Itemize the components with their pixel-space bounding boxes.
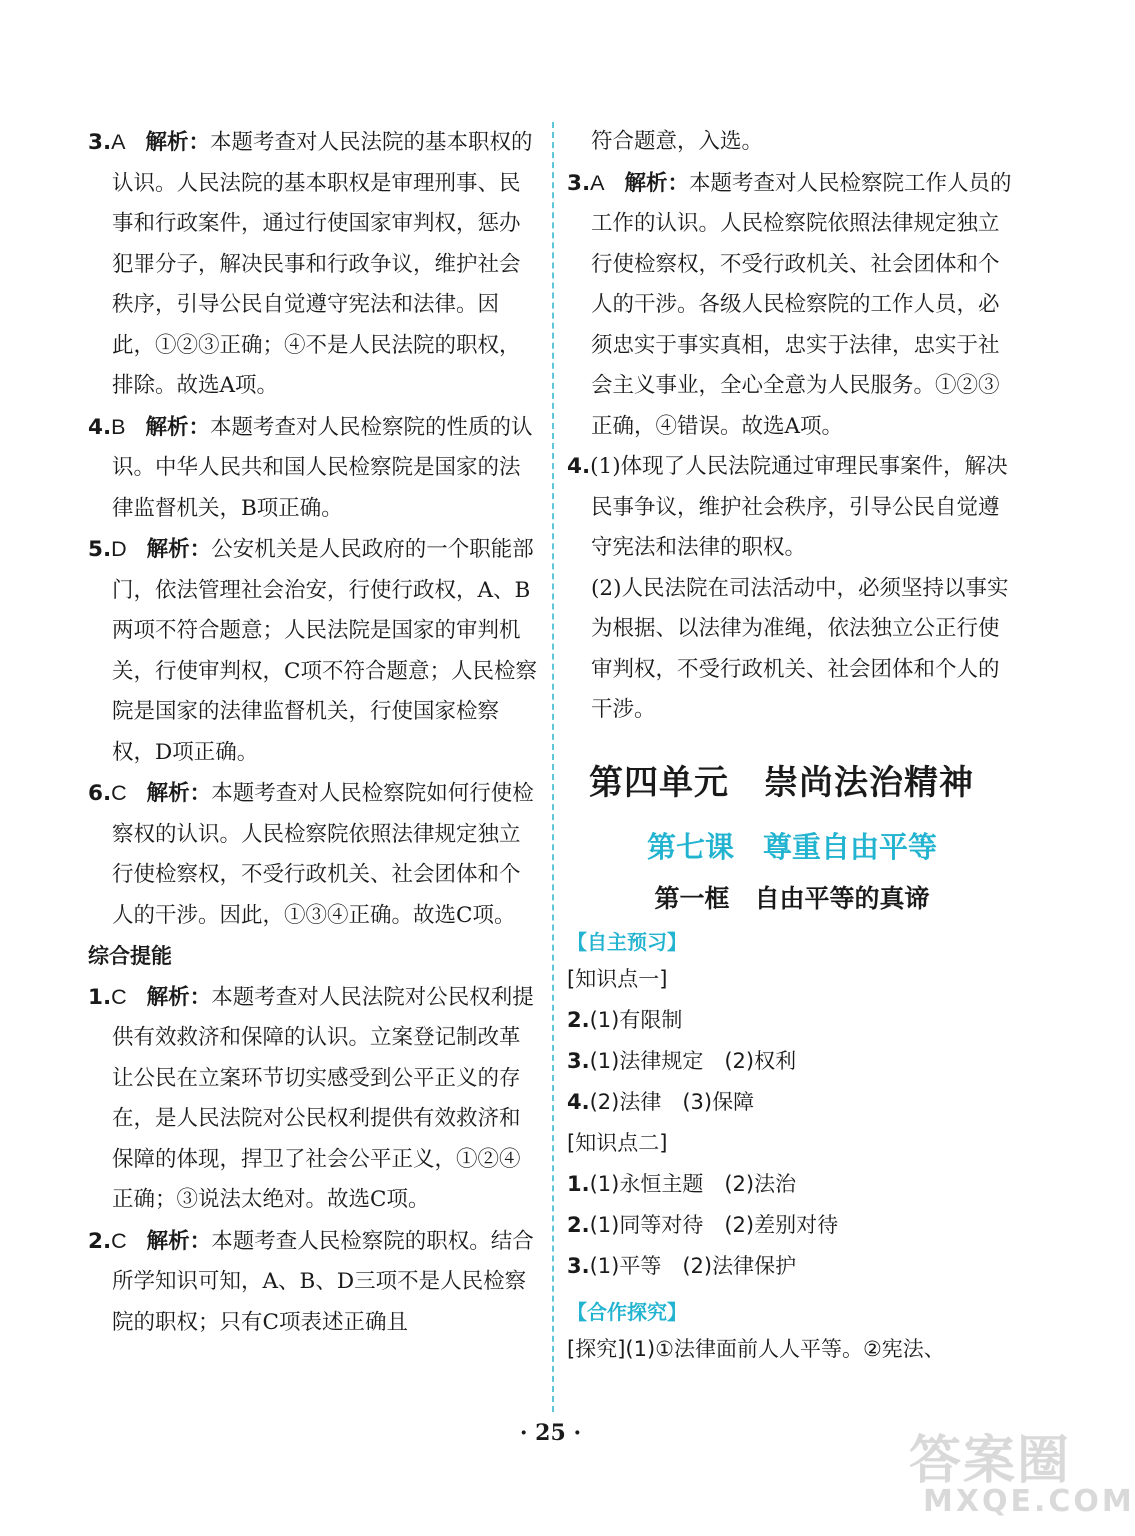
kp2-line-2 — [567, 1205, 1017, 1246]
kp1-line-2 — [567, 1041, 1017, 1082]
answer-item-z4 — [567, 447, 1017, 569]
answer-item-3 — [88, 122, 538, 407]
item-answer: C — [111, 781, 127, 805]
kp1-line-3 — [567, 1082, 1017, 1123]
line-number: 3. — [567, 1048, 590, 1073]
answer-item-z4-part2: (2)人民法院在司法活动中，必须坚持以事实为根据、以法律为准绳，依法独立公正行使审判权，不受行政机关、社会团体和个人的干涉。 — [591, 575, 1009, 722]
line-text: (1)有限制 — [589, 1007, 683, 1032]
knowledge-point-2: [知识点二] — [567, 1130, 668, 1155]
kp2-line-1 — [567, 1164, 1017, 1205]
analysis-label: 解析： — [145, 414, 210, 440]
line-number: 2. — [567, 1212, 590, 1237]
answer-item-z2 — [88, 1221, 538, 1344]
item-number: 4. — [88, 414, 112, 440]
item-answer: C — [111, 1228, 127, 1253]
page-number: · 25 · — [519, 1420, 582, 1446]
answer-item-5 — [88, 529, 538, 773]
continued-text: 符合题意，入选。 — [591, 129, 764, 154]
right-column — [567, 122, 1017, 1370]
section-tag-cooperate: 【合作探究】 — [567, 1299, 687, 1324]
analysis-text: 本题考查对人民法院对公民权利提供有效救济和保障的认识。立案登记制改革让公民在立案环节切实感受到公平正义的存在，是人民法院对公民权利提供有效救济和保障的体现，捍卫了社会公平正义，①②④正确；③说法太绝对。故选C项。 — [112, 984, 534, 1212]
kp2-line-3 — [567, 1246, 1017, 1287]
section-heading-zonghe: 综合提能 — [88, 944, 172, 968]
line-text: (2)法律 (3)保障 — [589, 1089, 755, 1114]
explore-line: [探究](1)①法律面前人人平等。②宪法、 — [567, 1336, 945, 1361]
analysis-text: 本题考查对人民检察院如何行使检察权的认识。人民检察院依照法律规定独立行使检察权，不受行政机关、社会团体和个人的干涉。因此，①③④正确。故选C项。 — [112, 781, 534, 928]
item-number: 3. — [88, 130, 112, 155]
analysis-text: 本题考查对人民检察院的性质的认识。中华人民共和国人民检察院是国家的法律监督机关，B项正确。 — [112, 414, 533, 521]
item-number: 6. — [88, 781, 112, 806]
analysis-text: 公安机关是人民政府的一个职能部门，依法管理社会治安，行使行政权，A、B两项不符合题意；人民法院是国家的审判机关，行使审判权，C项不符合题意；人民检察院是国家的法律监督机关，行使国家检察权，D项正确。 — [112, 537, 537, 765]
item-number: 2. — [88, 1228, 112, 1254]
line-text: (1)同等对待 (2)差别对待 — [589, 1212, 839, 1237]
answer-text: (1)体现了人民法院通过审理民事案件，解决民事争议，维护社会秩序，引导公民自觉遵守宪法和法律的职权。 — [590, 454, 1008, 560]
watermark-title: 答案圈 — [909, 1431, 1072, 1491]
line-number: 2. — [567, 1007, 590, 1032]
item-number: 5. — [88, 537, 112, 562]
frame-title: 第一框 自由平等的真谛 — [654, 883, 930, 913]
section-tag-preview: 【自主预习】 — [567, 929, 687, 954]
item-number: 3. — [567, 170, 591, 196]
line-text: (1)平等 (2)法律保护 — [589, 1253, 797, 1278]
line-number: 4. — [567, 1089, 590, 1114]
item-answer: A — [590, 170, 605, 195]
answer-item-z3 — [567, 163, 1017, 448]
analysis-text: 本题考查对人民法院的基本职权的认识。人民法院的基本职权是审理刑事、民事和行政案件，通过行使国家审判权，惩办犯罪分子，解决民事和行政争议，维护社会秩序，引导公民自觉遵守宪法和法律。因此，①②③正确；④不是人民法院的职权，排除。故选A项。 — [112, 130, 533, 398]
watermark-url: MXQE.COM — [923, 1484, 1135, 1519]
item-answer: D — [111, 537, 127, 561]
line-number: 1. — [567, 1171, 590, 1196]
analysis-text: 本题考查人民检察院的职权。结合所学知识可知，A、B、D三项不是人民检察院的职权；只有C项表述正确且 — [112, 1228, 534, 1335]
analysis-label: 解析： — [145, 130, 210, 155]
answer-item-4 — [88, 407, 538, 530]
analysis-label: 解析： — [624, 170, 689, 196]
knowledge-point-1: [知识点一] — [567, 966, 668, 991]
column-divider — [552, 122, 554, 1412]
answer-item-6 — [88, 773, 538, 936]
item-answer: B — [111, 414, 126, 439]
lesson-title: 第七课 尊重自由平等 — [646, 829, 937, 864]
analysis-label: 解析： — [146, 781, 212, 806]
line-text: (1)永恒主题 (2)法治 — [589, 1171, 797, 1196]
kp1-line-1 — [567, 1000, 1017, 1041]
watermark-logo — [909, 1418, 1135, 1528]
item-answer: C — [111, 984, 127, 1009]
item-number: 1. — [88, 984, 112, 1010]
analysis-label: 解析： — [146, 984, 212, 1010]
analysis-text: 本题考查对人民检察院工作人员的工作的认识。人民检察院依照法律规定独立行使检察权，不受行政机关、社会团体和个人的干涉。各级人民检察院的工作人员，必须忠实于事实真相，忠实于法律，忠实于社会主义事业，全心全意为人民服务。①②③正确，④错误。故选A项。 — [591, 170, 1012, 439]
line-text: (1)法律规定 (2)权利 — [589, 1048, 797, 1073]
line-number: 3. — [567, 1253, 590, 1278]
item-answer: A — [111, 130, 126, 154]
unit-title: 第四单元 崇尚法治精神 — [589, 762, 974, 803]
answer-item-z1 — [88, 977, 538, 1221]
analysis-label: 解析： — [146, 537, 212, 562]
item-number: 4. — [567, 454, 591, 479]
analysis-label: 解析： — [146, 1228, 212, 1254]
left-column — [88, 122, 538, 1343]
